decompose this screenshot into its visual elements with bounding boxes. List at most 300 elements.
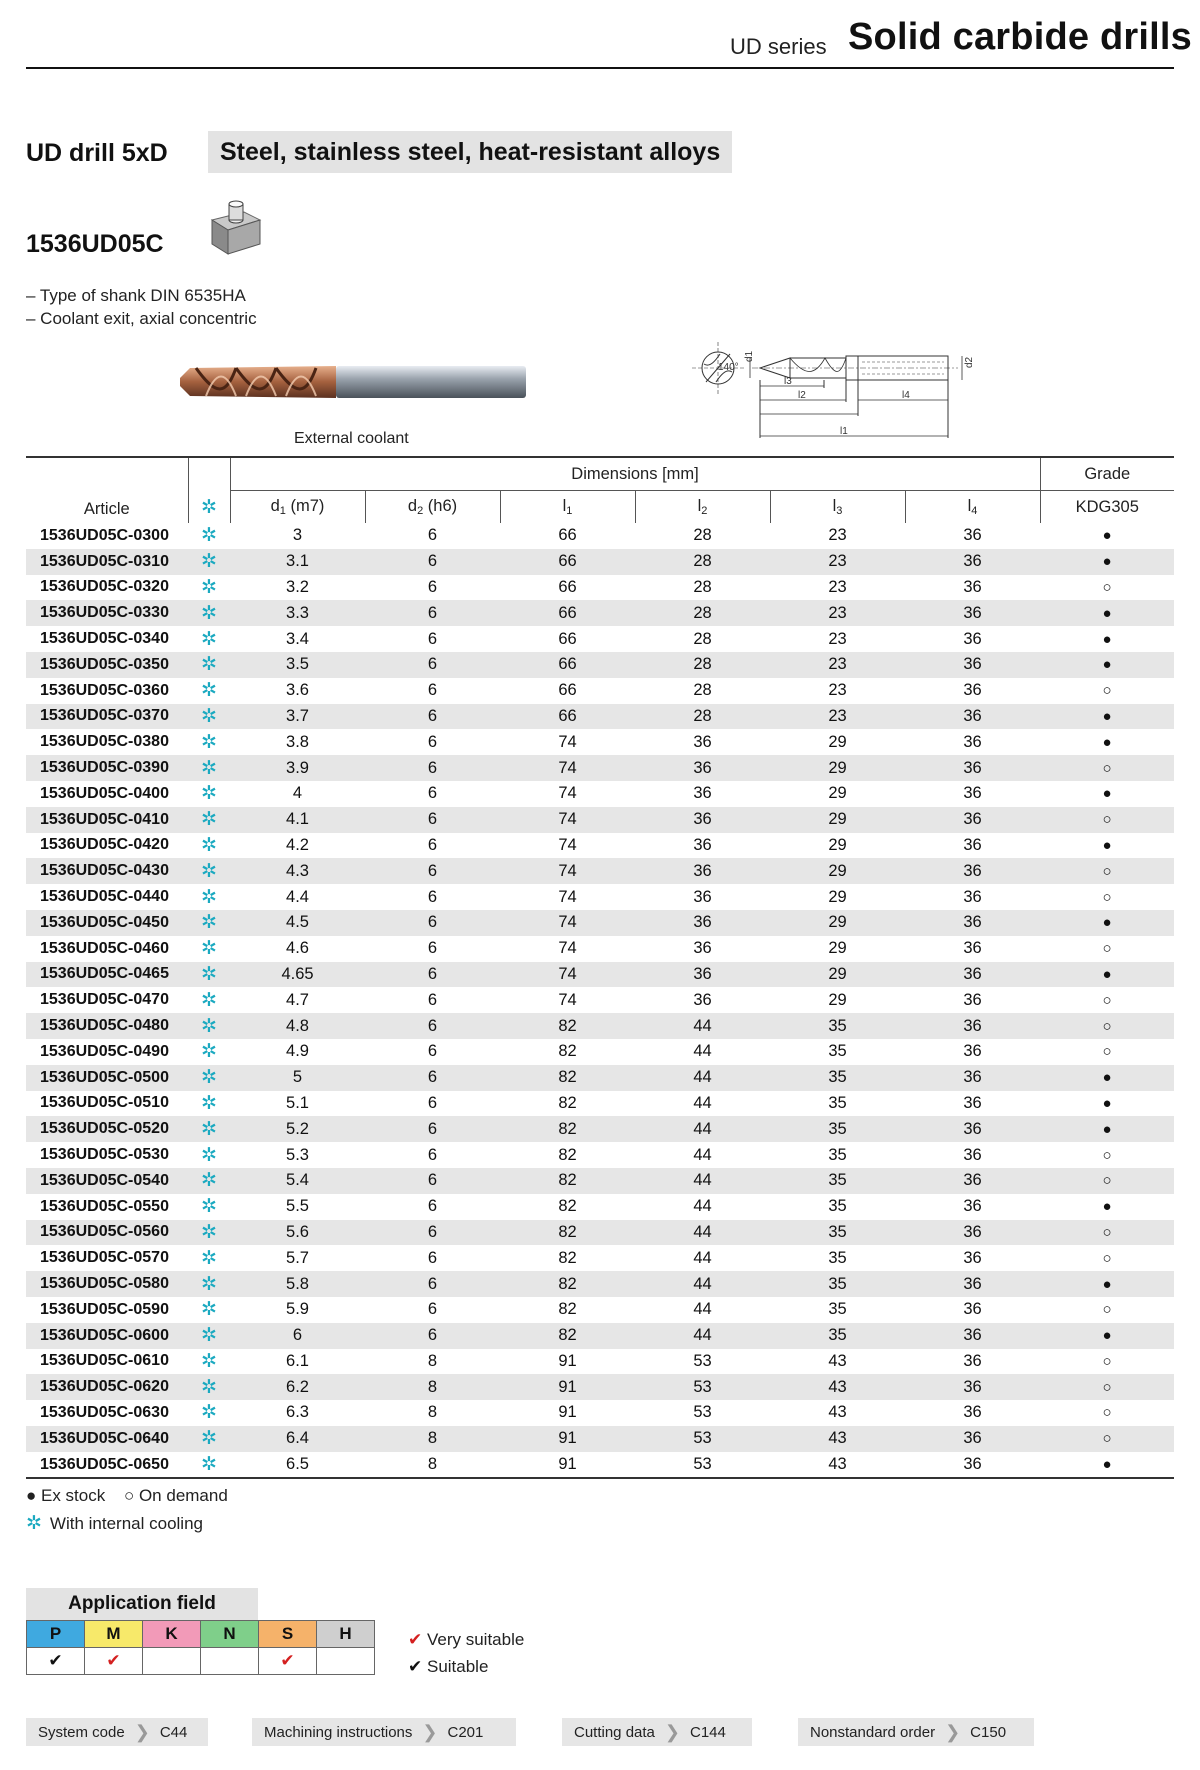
- d1-cell: 3.9: [230, 755, 365, 781]
- d1-cell: 3.5: [230, 652, 365, 678]
- l4-cell: 36: [905, 704, 1040, 730]
- l3-cell: 23: [770, 600, 905, 626]
- article-cell: 1536UD05C-0580: [26, 1271, 188, 1297]
- l2-cell: 53: [693, 1351, 712, 1370]
- l2-cell: 36: [693, 887, 712, 906]
- article-cell: 1536UD05C-0360: [40, 681, 169, 699]
- header-kdg305: KDG305: [1040, 491, 1174, 524]
- l4-cell: 36: [963, 939, 982, 958]
- d2-cell: 6: [365, 755, 500, 781]
- l3-cell: 35: [770, 1271, 905, 1297]
- l2-cell: 36: [693, 732, 712, 751]
- availability-cell: ●: [1102, 836, 1112, 854]
- l3-cell: 29: [828, 939, 847, 958]
- l4-cell: 36: [963, 1248, 982, 1267]
- internal-cooling-icon: ✲: [188, 1116, 230, 1142]
- series-label: UD series: [730, 34, 827, 59]
- d2-cell: 6: [427, 939, 438, 958]
- internal-cooling-icon: ✲: [201, 525, 217, 547]
- l1-cell: 82: [558, 1248, 577, 1267]
- availability-cell: ●: [1040, 910, 1174, 936]
- article-cell: 1536UD05C-0390: [26, 755, 188, 781]
- availability-cell: ●: [1040, 1065, 1174, 1091]
- product-name: UD drill 5xD: [26, 139, 168, 167]
- svg-text:d1: d1: [744, 350, 755, 362]
- l1-cell: 74: [558, 784, 577, 803]
- internal-cooling-icon: ✲: [201, 783, 217, 805]
- article-cell: 1536UD05C-0370: [26, 704, 188, 730]
- d1-cell: 6.5: [230, 1452, 365, 1479]
- d1-cell: 4.1: [230, 807, 365, 833]
- l3-cell: 29: [828, 835, 847, 854]
- chevron-right-icon: ❯: [134, 1721, 150, 1742]
- blind-hole-icon: [208, 198, 264, 258]
- d2-cell: 6: [365, 1168, 500, 1194]
- material-group-p: P: [27, 1621, 85, 1648]
- l4-cell: 36: [963, 732, 982, 751]
- suitability-mark-s: ✔: [259, 1648, 317, 1675]
- article-code: 1536UD05C: [26, 230, 164, 258]
- l1-cell: 91: [558, 1403, 577, 1422]
- d2-cell: 6: [427, 1145, 438, 1164]
- l4-cell: 36: [905, 1168, 1040, 1194]
- l3-cell: 35: [770, 1168, 905, 1194]
- material-group-h: H: [317, 1621, 375, 1648]
- l1-cell: 66: [500, 549, 635, 575]
- d1-cell: 3.6: [286, 681, 309, 700]
- l3-cell: 29: [770, 858, 905, 884]
- article-cell: 1536UD05C-0510: [40, 1094, 169, 1112]
- d1-cell: 5.2: [230, 1116, 365, 1142]
- internal-cooling-icon: ✲: [188, 1168, 230, 1194]
- availability-cell: ○: [1102, 940, 1112, 958]
- internal-cooling-icon: ✲: [188, 858, 230, 884]
- ex-stock-legend: ● Ex stock: [26, 1486, 106, 1505]
- l1-cell: 66: [558, 681, 577, 700]
- application-field-title: Application field: [26, 1588, 258, 1620]
- internal-cooling-label: With internal cooling: [49, 1514, 203, 1533]
- d1-cell: 4.5: [230, 910, 365, 936]
- d1-cell: 4.8: [230, 1013, 365, 1039]
- availability-cell: ●: [1040, 1452, 1174, 1479]
- availability-cell: ○: [1040, 1220, 1174, 1246]
- suitable-legend: ✔ Suitable: [408, 1657, 489, 1676]
- l4-cell: 36: [963, 1300, 982, 1319]
- l4-cell: 36: [963, 526, 982, 545]
- d2-cell: 6: [427, 990, 438, 1009]
- l4-cell: 36: [905, 1426, 1040, 1452]
- d1-cell: 5.3: [286, 1145, 309, 1164]
- d2-cell: 6: [365, 1323, 500, 1349]
- svg-text:l1: l1: [840, 426, 848, 437]
- internal-cooling-icon: ✲: [201, 1402, 217, 1424]
- very-suitable-legend: ✔ Very suitable: [408, 1630, 525, 1649]
- d2-cell: 6: [427, 1093, 438, 1112]
- internal-cooling-icon: ✲: [188, 962, 230, 988]
- l2-cell: 44: [693, 1248, 712, 1267]
- l4-cell: 36: [963, 1093, 982, 1112]
- article-cell: 1536UD05C-0500: [26, 1065, 188, 1091]
- l2-cell: 53: [635, 1452, 770, 1479]
- l1-cell: 82: [558, 1093, 577, 1112]
- l3-cell: 43: [770, 1452, 905, 1479]
- d1-cell: 6.2: [230, 1374, 365, 1400]
- table-row: [26, 652, 1174, 678]
- l4-cell: 36: [905, 600, 1040, 626]
- internal-cooling-icon: ✲: [188, 807, 230, 833]
- footer-system-code[interactable]: System code ❯ C44: [26, 1718, 208, 1746]
- internal-cooling-icon: ✲: [188, 1374, 230, 1400]
- d1-cell: 3.4: [286, 629, 309, 648]
- l1-cell: 82: [500, 1323, 635, 1349]
- l3-cell: 29: [770, 962, 905, 988]
- l2-cell: 28: [693, 681, 712, 700]
- header-cooling-icon: ✲: [188, 457, 230, 523]
- internal-cooling-icon: ✲: [188, 910, 230, 936]
- l4-cell: 36: [963, 1197, 982, 1216]
- internal-cooling-icon: ✲: [201, 1350, 217, 1372]
- d2-cell: 6: [365, 1271, 500, 1297]
- availability-cell: ●: [1102, 630, 1112, 648]
- availability-cell: ○: [1102, 888, 1112, 906]
- l3-cell: 29: [770, 910, 905, 936]
- article-cell: 1536UD05C-0465: [26, 962, 188, 988]
- d1-cell: 5.9: [286, 1300, 309, 1319]
- internal-cooling-icon: ✲: [201, 1196, 217, 1218]
- l3-cell: 29: [770, 807, 905, 833]
- availability-cell: ●: [1040, 704, 1174, 730]
- l1-cell: 74: [558, 732, 577, 751]
- article-cell: 1536UD05C-0490: [40, 1042, 169, 1060]
- svg-text:l4: l4: [902, 390, 910, 401]
- l2-cell: 44: [693, 1300, 712, 1319]
- availability-cell: ●: [1102, 527, 1112, 545]
- l2-cell: 36: [693, 939, 712, 958]
- l1-cell: 74: [558, 939, 577, 958]
- very-suitable-check-icon: ✔: [408, 1630, 423, 1649]
- d1-cell: 4: [292, 784, 303, 803]
- suitable-check-icon: ✔: [408, 1657, 423, 1676]
- l2-cell: 44: [635, 1116, 770, 1142]
- on-demand-legend: ○ On demand: [123, 1486, 228, 1505]
- l4-cell: 36: [905, 962, 1040, 988]
- l1-cell: 82: [558, 1042, 577, 1061]
- header-article: Article: [26, 457, 188, 523]
- suitability-mark-m: ✔: [85, 1648, 143, 1675]
- l4-cell: 36: [905, 1065, 1040, 1091]
- d2-cell: 6: [427, 526, 438, 545]
- table-row: [26, 1142, 1174, 1168]
- d2-cell: 6: [427, 732, 438, 751]
- article-cell: 1536UD05C-0350: [26, 652, 188, 678]
- internal-cooling-icon: ✲: [188, 1220, 230, 1246]
- table-row: [26, 1039, 1174, 1065]
- availability-cell: ●: [1102, 1094, 1112, 1112]
- l2-cell: 44: [635, 1271, 770, 1297]
- internal-cooling-icon: ✲: [201, 1299, 217, 1321]
- table-row: [26, 1374, 1174, 1400]
- l1-cell: 91: [558, 1351, 577, 1370]
- article-cell: 1536UD05C-0560: [26, 1220, 188, 1246]
- l1-cell: 74: [500, 755, 635, 781]
- internal-cooling-icon: ✲: [188, 1426, 230, 1452]
- l2-cell: 28: [635, 652, 770, 678]
- l3-cell: 23: [828, 577, 847, 596]
- l1-cell: 66: [558, 526, 577, 545]
- l4-cell: 36: [905, 1452, 1040, 1479]
- table-row: [26, 1323, 1174, 1349]
- d1-cell: 3.8: [286, 732, 309, 751]
- l4-cell: 36: [905, 1116, 1040, 1142]
- table-row: [26, 833, 1174, 859]
- availability-cell: ○: [1040, 1426, 1174, 1452]
- d1-cell: 3.3: [230, 600, 365, 626]
- l2-cell: 44: [635, 1168, 770, 1194]
- internal-cooling-icon: ✲: [201, 576, 217, 598]
- l3-cell: 29: [828, 887, 847, 906]
- l2-cell: 44: [693, 1197, 712, 1216]
- l2-cell: 44: [693, 1042, 712, 1061]
- d1-cell: 5.7: [286, 1248, 309, 1267]
- application-materials: Steel, stainless steel, heat-resistant alloys: [208, 131, 732, 173]
- table-row: [26, 1168, 1174, 1194]
- l2-cell: 36: [635, 858, 770, 884]
- l1-cell: 66: [500, 652, 635, 678]
- table-row: [26, 755, 1174, 781]
- table-row: [26, 987, 1174, 1013]
- d1-cell: 3.7: [230, 704, 365, 730]
- table-row: [26, 807, 1174, 833]
- l4-cell: 36: [963, 887, 982, 906]
- l4-cell: 36: [905, 1374, 1040, 1400]
- l2-cell: 28: [635, 704, 770, 730]
- d2-cell: 8: [365, 1374, 500, 1400]
- table-row: [26, 678, 1174, 704]
- article-cell: 1536UD05C-0620: [26, 1374, 188, 1400]
- article-cell: 1536UD05C-0550: [40, 1197, 169, 1215]
- l3-cell: 23: [828, 526, 847, 545]
- availability-cell: ●: [1040, 1116, 1174, 1142]
- cooling-legend: [26, 1512, 203, 1535]
- d2-cell: 6: [365, 1220, 500, 1246]
- l1-cell: 82: [500, 1220, 635, 1246]
- l4-cell: 36: [905, 755, 1040, 781]
- suitability-mark-p: ✔: [27, 1648, 85, 1675]
- footer-cutting-data[interactable]: Cutting data ❯ C144: [562, 1718, 752, 1746]
- article-cell: 1536UD05C-0450: [26, 910, 188, 936]
- feature-shank: – Type of shank DIN 6535HA: [26, 286, 246, 305]
- l4-cell: 36: [963, 577, 982, 596]
- availability-cell: ○: [1102, 578, 1112, 596]
- d1-cell: 6.1: [286, 1351, 309, 1370]
- l2-cell: 36: [693, 990, 712, 1009]
- table-row: [26, 781, 1174, 807]
- l1-cell: 74: [558, 835, 577, 854]
- table-row: [26, 600, 1174, 626]
- d1-cell: 6: [230, 1323, 365, 1349]
- l1-cell: 74: [500, 962, 635, 988]
- l2-cell: 53: [635, 1426, 770, 1452]
- l3-cell: 23: [770, 704, 905, 730]
- l2-cell: 36: [635, 755, 770, 781]
- l3-cell: 29: [770, 755, 905, 781]
- header-d2: $d_2$ (h6): [365, 491, 500, 524]
- d1-cell: 5.4: [230, 1168, 365, 1194]
- l2-cell: 36: [635, 910, 770, 936]
- l3-cell: 35: [828, 1248, 847, 1267]
- article-cell: 1536UD05C-0310: [26, 549, 188, 575]
- l3-cell: 23: [770, 549, 905, 575]
- l1-cell: 74: [500, 858, 635, 884]
- internal-cooling-icon: ✲: [201, 886, 217, 908]
- l4-cell: 36: [905, 549, 1040, 575]
- d2-cell: 6: [427, 681, 438, 700]
- svg-text:d2: d2: [964, 356, 975, 368]
- l2-cell: 36: [635, 807, 770, 833]
- internal-cooling-icon: ✲: [188, 600, 230, 626]
- l3-cell: 43: [770, 1426, 905, 1452]
- l4-cell: 36: [963, 1351, 982, 1370]
- material-group-s: S: [259, 1621, 317, 1648]
- header-l4: $l_4$: [905, 491, 1040, 524]
- l3-cell: 35: [828, 1197, 847, 1216]
- l4-cell: 36: [963, 681, 982, 700]
- article-cell: 1536UD05C-0610: [40, 1352, 169, 1370]
- suitability-mark-n: [201, 1648, 259, 1675]
- table-row: [26, 884, 1174, 910]
- l3-cell: 35: [828, 1145, 847, 1164]
- l1-cell: 82: [558, 1145, 577, 1164]
- l2-cell: 28: [635, 600, 770, 626]
- l1-cell: 74: [500, 807, 635, 833]
- availability-cell: ●: [1102, 785, 1112, 803]
- application-field-table: [26, 1620, 375, 1675]
- d1-cell: 3.2: [286, 577, 309, 596]
- table-row: [26, 1297, 1174, 1323]
- l4-cell: 36: [963, 629, 982, 648]
- table-row: [26, 1452, 1174, 1479]
- l3-cell: 29: [828, 784, 847, 803]
- footer-nonstandard-order[interactable]: Nonstandard order ❯ C150: [798, 1718, 1034, 1746]
- d2-cell: 6: [365, 858, 500, 884]
- d2-cell: 6: [427, 887, 438, 906]
- l2-cell: 53: [635, 1374, 770, 1400]
- article-cell: 1536UD05C-0300: [40, 526, 169, 544]
- header-l3: $l_3$: [770, 491, 905, 524]
- availability-cell: ○: [1102, 1043, 1112, 1061]
- l4-cell: 36: [905, 858, 1040, 884]
- header-d1: $d_1$ (m7): [230, 491, 365, 524]
- article-cell: 1536UD05C-0460: [40, 939, 169, 957]
- material-group-k: K: [143, 1621, 201, 1648]
- availability-cell: ○: [1040, 858, 1174, 884]
- l4-cell: 36: [905, 1220, 1040, 1246]
- d2-cell: 6: [365, 600, 500, 626]
- material-group-n: N: [201, 1621, 259, 1648]
- d2-cell: 6: [365, 807, 500, 833]
- internal-cooling-icon: ✲: [188, 1271, 230, 1297]
- availability-cell: ○: [1102, 1301, 1112, 1319]
- l4-cell: 36: [963, 835, 982, 854]
- d2-cell: 6: [427, 1042, 438, 1061]
- d2-cell: 6: [427, 1197, 438, 1216]
- l1-cell: 82: [558, 1197, 577, 1216]
- l3-cell: 43: [770, 1374, 905, 1400]
- article-cell: 1536UD05C-0480: [26, 1013, 188, 1039]
- footer-machining-instructions[interactable]: Machining instructions ❯ C201: [252, 1718, 516, 1746]
- d2-cell: 6: [365, 962, 500, 988]
- l4-cell: 36: [963, 1403, 982, 1422]
- internal-cooling-icon: ✲: [188, 1013, 230, 1039]
- l1-cell: 91: [500, 1452, 635, 1479]
- chevron-right-icon: ❯: [945, 1721, 961, 1742]
- l2-cell: 44: [693, 1145, 712, 1164]
- article-cell: 1536UD05C-0530: [40, 1146, 169, 1164]
- l3-cell: 35: [828, 1093, 847, 1112]
- d1-cell: 5.5: [286, 1197, 309, 1216]
- d2-cell: 6: [427, 835, 438, 854]
- internal-cooling-icon: ✲: [201, 628, 217, 650]
- availability-cell: ●: [1040, 1271, 1174, 1297]
- drill-photo: [176, 356, 530, 408]
- internal-cooling-icon: ✲: [201, 1247, 217, 1269]
- availability-cell: ○: [1102, 1249, 1112, 1267]
- header-l2: $l_2$: [635, 491, 770, 524]
- svg-text:140°: 140°: [718, 362, 739, 373]
- l3-cell: 43: [828, 1403, 847, 1422]
- header-rule: [26, 67, 1174, 69]
- l1-cell: 91: [500, 1374, 635, 1400]
- d2-cell: 8: [427, 1403, 438, 1422]
- article-cell: 1536UD05C-0520: [26, 1116, 188, 1142]
- article-cell: 1536UD05C-0420: [40, 836, 169, 854]
- table-row: [26, 1349, 1174, 1375]
- d2-cell: 6: [427, 784, 438, 803]
- l4-cell: 36: [905, 1013, 1040, 1039]
- d1-cell: 4.9: [286, 1042, 309, 1061]
- article-cell: 1536UD05C-0440: [40, 888, 169, 906]
- l3-cell: 35: [770, 1116, 905, 1142]
- article-cell: 1536UD05C-0650: [26, 1452, 188, 1479]
- l1-cell: 82: [500, 1116, 635, 1142]
- header-l1: $l_1$: [500, 491, 635, 524]
- table-row: [26, 962, 1174, 988]
- l1-cell: 82: [500, 1168, 635, 1194]
- svg-text:l2: l2: [798, 390, 806, 401]
- page-title: Solid carbide drills: [848, 16, 1192, 58]
- table-row: [26, 626, 1174, 652]
- availability-cell: ○: [1102, 1146, 1112, 1164]
- availability-cell: ○: [1102, 1352, 1112, 1370]
- l2-cell: 36: [693, 835, 712, 854]
- d1-cell: 5.6: [230, 1220, 365, 1246]
- table-row: [26, 1245, 1174, 1271]
- l3-cell: 23: [770, 652, 905, 678]
- d1-cell: 3.1: [230, 549, 365, 575]
- table-row: [26, 936, 1174, 962]
- availability-cell: ●: [1040, 1323, 1174, 1349]
- l2-cell: 44: [693, 1093, 712, 1112]
- d1-cell: 4.6: [286, 939, 309, 958]
- l2-cell: 28: [693, 629, 712, 648]
- d1-cell: 4.7: [286, 990, 309, 1009]
- internal-cooling-icon: ✲: [188, 1323, 230, 1349]
- table-row: [26, 910, 1174, 936]
- table-row: [26, 523, 1174, 549]
- chevron-right-icon: ❯: [664, 1721, 680, 1742]
- table-row: [26, 1013, 1174, 1039]
- internal-cooling-icon: ✲: [188, 704, 230, 730]
